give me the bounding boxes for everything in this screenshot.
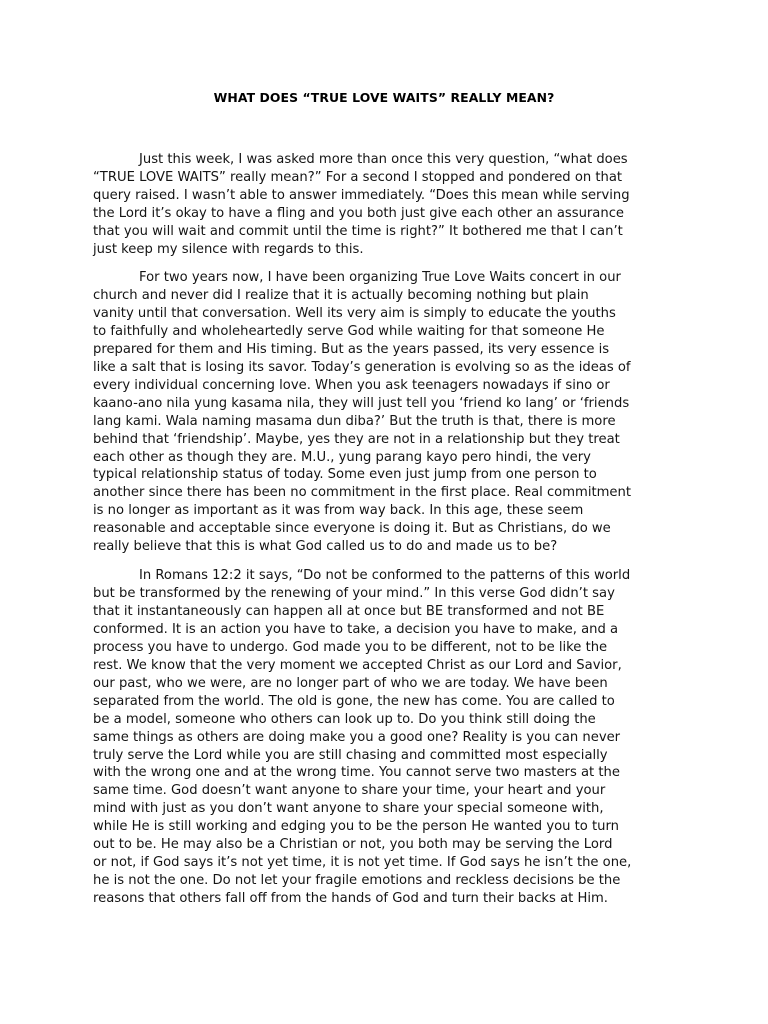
text-line: be a model, someone who others can look up to. Do you think still doing the xyxy=(93,711,596,727)
text-line: the Lord it’s okay to have a fling and you both just give each other an assurance xyxy=(93,205,625,221)
text-line: behind that ‘friendship’. Maybe, yes they are not in a relationship but they treat xyxy=(93,431,620,447)
text-line: vanity until that conversation. Well its very aim is simply to educate the youths xyxy=(93,305,616,321)
text-line: separated from the world. The old is gone, the new has come. You are called to xyxy=(93,693,615,709)
text-line: out to be. He may also be a Christian or not, you both may be serving the Lord xyxy=(93,837,613,853)
paragraph-2 xyxy=(93,269,693,556)
text-line: rest. We know that the very moment we accepted Christ as our Lord and Savior, xyxy=(93,657,622,673)
document-title: WHAT DOES “TRUE LOVE WAITS” REALLY MEAN? xyxy=(213,90,555,105)
text-line: reasonable and acceptable since everyone is doing it. But as Christians, do we xyxy=(93,521,611,537)
text-line: is no longer as important as it was from way back. In this age, these seem xyxy=(93,503,584,519)
text-line: each other as though they are. M.U., yung parang kayo pero hindi, the very xyxy=(93,449,591,465)
paragraph-3 xyxy=(93,567,693,908)
text-line: really believe that this is what God called us to do and made us to be? xyxy=(93,539,558,555)
text-line: prepared for them and His timing. But as the years passed, its very essence is xyxy=(93,341,610,357)
text-line: just keep my silence with regards to this. xyxy=(93,241,364,257)
text-line: lang kami. Wala naming masama dun diba?’ But the truth is that, there is more xyxy=(93,413,616,429)
text-line: that you will wait and commit until the time is right?” It bothered me that I can’t xyxy=(93,223,623,239)
text-line: to faithfully and wholeheartedly serve God while waiting for that someone He xyxy=(93,323,605,339)
text-line: another since there has been no commitment in the first place. Real commitment xyxy=(93,485,631,501)
text-line: he is not the one. Do not let your fragile emotions and reckless decisions be the xyxy=(93,873,621,889)
text-line: typical relationship status of today. Some even just jump from one person to xyxy=(93,467,597,483)
text-line: same time. God doesn’t want anyone to share your time, your heart and your xyxy=(93,783,606,799)
text-line: church and never did I realize that it is actually becoming nothing but plain xyxy=(93,287,589,303)
text-line: like a salt that is losing its savor. Today’s generation is evolving so as the ideas of xyxy=(93,359,631,375)
text-line: For two years now, I have been organizing True Love Waits concert in our xyxy=(139,270,621,285)
text-line: kaano-ano nila yung kasama nila, they will just tell you ‘friend ko lang’ or ‘friends xyxy=(93,395,630,411)
text-line: or not, if God says it’s not yet time, it is not yet time. If God says he isn’t the one, xyxy=(93,855,632,871)
text-line: our past, who we were, are no longer part of who we are today. We have been xyxy=(93,675,608,691)
text-line: same things as others are doing make you a good one? Reality is you can never xyxy=(93,729,621,745)
text-line: conformed. It is an action you have to take, a decision you have to make, and a xyxy=(93,621,619,637)
text-line: with the wrong one and at the wrong time. You cannot serve two masters at the xyxy=(93,765,620,781)
text-line: Just this week, I was asked more than once this very question, “what does xyxy=(139,152,628,167)
text-line: reasons that others fall off from the hands of God and turn their backs at Him. xyxy=(93,891,608,907)
text-line: query raised. I wasn’t able to answer immediately. “Does this mean while serving xyxy=(93,187,630,203)
paragraph-1 xyxy=(93,151,693,259)
text-line: that it instantaneously can happen all at once but BE transformed and not BE xyxy=(93,603,605,619)
text-line: every individual concerning love. When you ask teenagers nowadays if sino or xyxy=(93,377,610,393)
text-line: process you have to undergo. God made you to be different, not to be like the xyxy=(93,639,608,655)
text-line: but be transformed by the renewing of your mind.” In this verse God didn’t say xyxy=(93,585,615,601)
text-line: mind with just as you don’t want anyone to share your special someone with, xyxy=(93,801,604,817)
text-line: truly serve the Lord while you are still chasing and committed most especially xyxy=(93,747,608,763)
text-line: In Romans 12:2 it says, “Do not be conformed to the patterns of this world xyxy=(139,568,631,583)
text-line: while He is still working and edging you to be the person He wanted you to turn xyxy=(93,819,619,835)
text-line: “TRUE LOVE WAITS” really mean?” For a second I stopped and pondered on that xyxy=(93,169,623,185)
